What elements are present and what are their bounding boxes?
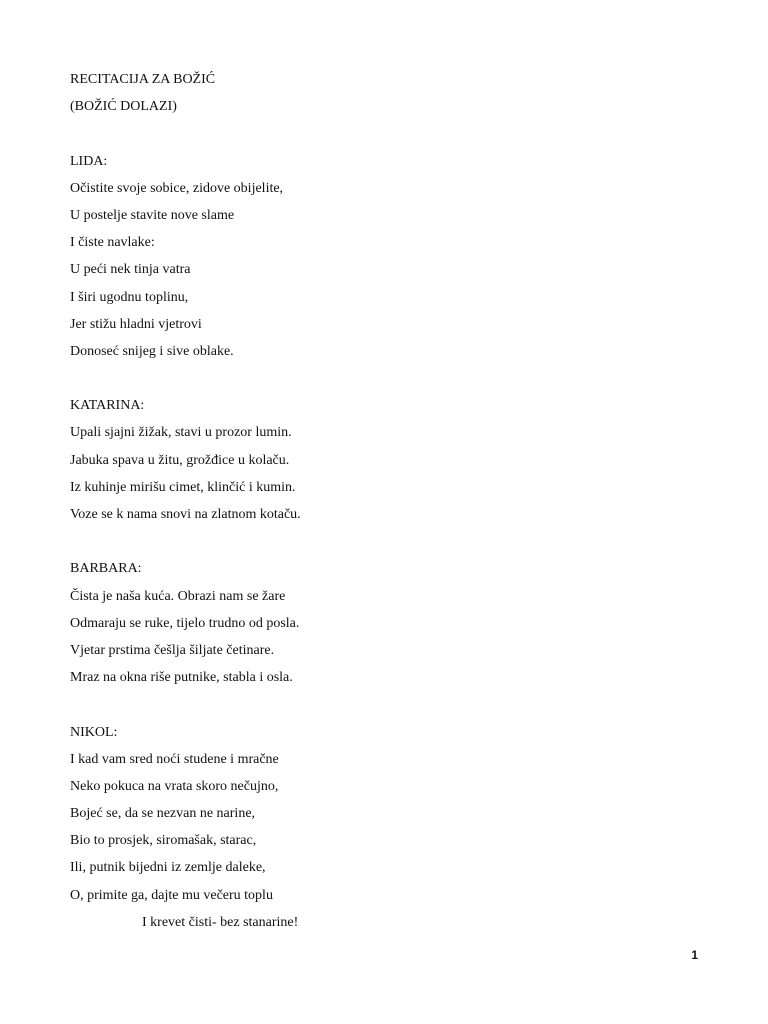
speaker-name: KATARINA: — [70, 398, 145, 414]
poem-body — [70, 66, 710, 936]
blank-line — [70, 365, 710, 392]
speaker-name: LIDA: — [70, 153, 108, 169]
verse-line: O, primite ga, dajte mu večeru toplu — [70, 887, 273, 903]
verse-line-indented: I krevet čisti- bez stanarine! — [142, 914, 299, 930]
document-subtitle: (BOŽIĆ DOLAZI) — [70, 99, 177, 115]
verse-line: I širi ugodnu toplinu, — [70, 289, 189, 305]
verse-line: I kad vam sred noći studene i mračne — [70, 751, 279, 767]
verse-line: Ili, putnik bijedni iz zemlje daleke, — [70, 860, 266, 876]
stanza-nikol — [70, 719, 710, 937]
verse-line: Mraz na okna riše putnike, stabla i osla. — [70, 670, 293, 686]
verse-line: Vjetar prstima češlja šiljate četinare. — [70, 642, 275, 658]
verse-line: Donoseć snijeg i sive oblake. — [70, 343, 234, 359]
stanza-katarina — [70, 392, 710, 528]
blank-line — [70, 120, 710, 147]
verse-line: Upali sjajni žižak, stavi u prozor lumin. — [70, 425, 292, 441]
verse-line: Bio to prosjek, siromašak, starac, — [70, 833, 257, 849]
stanza-lida — [70, 148, 710, 366]
verse-line: Voze se k nama snovi na zlatnom kotaču. — [70, 507, 301, 522]
verse-line: Čista je naša kuća. Obrazi nam se žare — [70, 588, 286, 604]
verse-line: Bojeć se, da se nezvan ne narine, — [70, 806, 256, 822]
verse-line: Odmaraju se ruke, tijelo trudno od posla. — [70, 615, 300, 631]
verse-line: U peći nek tinja vatra — [70, 262, 191, 278]
verse-line: Jer stižu hladni vjetrovi — [70, 316, 202, 332]
page-number: 1 — [691, 948, 698, 962]
speaker-name: NIKOL: — [70, 724, 118, 740]
document-title: RECITACIJA ZA BOŽIĆ — [70, 72, 216, 87]
speaker-name: BARBARA: — [70, 561, 142, 577]
verse-line: Jabuka spava u žitu, grožđice u kolaču. — [70, 452, 290, 468]
blank-line — [70, 528, 710, 555]
blank-line — [70, 691, 710, 718]
verse-line: Iz kuhinje mirišu cimet, klinčić i kumin. — [70, 479, 296, 495]
verse-line: U postelje stavite nove slame — [70, 207, 235, 223]
verse-line: I čiste navlake: — [70, 235, 155, 251]
verse-line: Očistite svoje sobice, zidove obijelite, — [70, 180, 284, 196]
verse-line: Neko pokuca na vrata skoro nečujno, — [70, 778, 279, 794]
stanza-barbara — [70, 555, 710, 691]
